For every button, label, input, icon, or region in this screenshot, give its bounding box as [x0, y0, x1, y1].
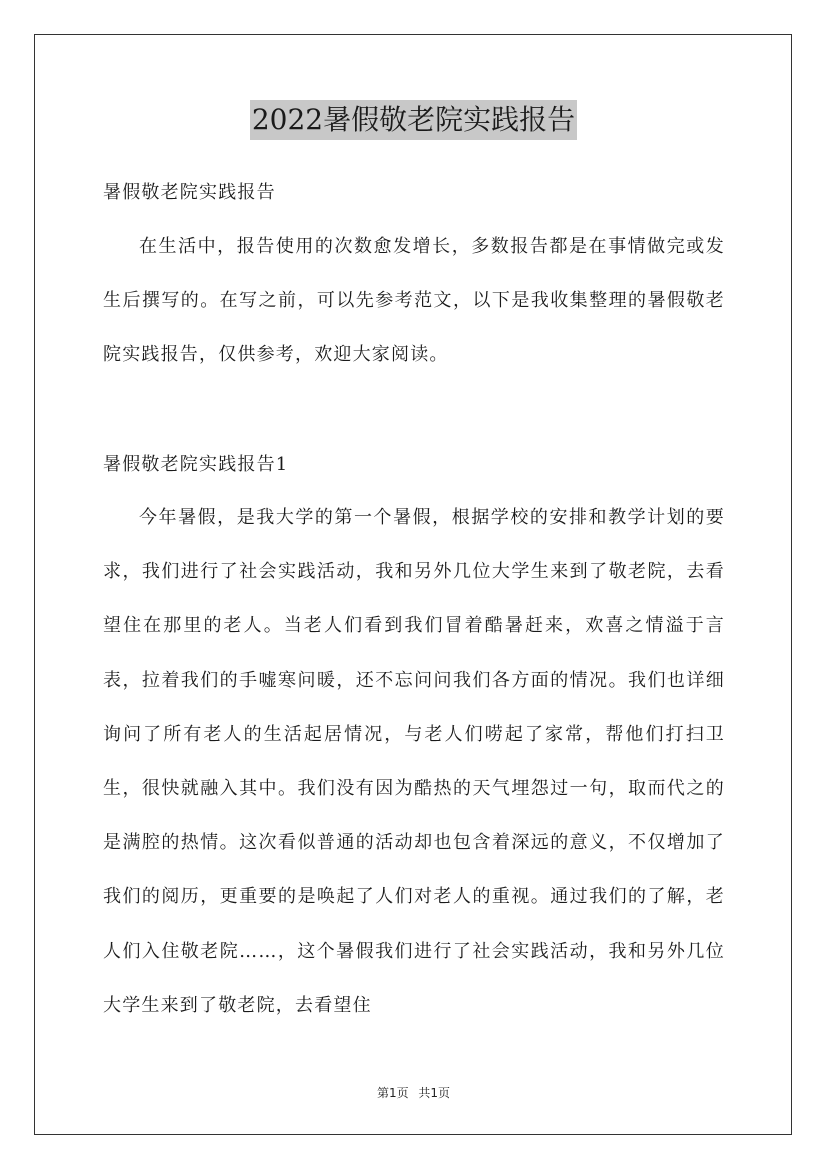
section-1-paragraph: 今年暑假，是我大学的第一个暑假，根据学校的安排和教学计划的要求，我们进行了社会实践活动，我和另外几位大学生来到了敬老院，去看望住在那里的老人。当老人们看到我们冒着酷暑赶来，欢喜之情溢于言表，拉着我们的手嘘寒问暖，还不忘问问我们各方面的情况。我们也详细询问了所有老人的生活起居情况，与老人们唠起了家常，帮他们打扫卫生，很快就融入其中。我们没有因为酷热的天气埋怨过一句，取而代之的是满腔的热情。这次看似普通的活动却也包含着深远的意义，不仅增加了我们的阅历，更重要的是唤起了人们对老人的重视。通过我们的了解，老人们入住敬老院……，这个暑假我们进行了社会实践活动，我和另外几位大学生来到了敬老院，去看望住: [103, 507, 725, 1016]
title-container: [0, 100, 827, 140]
section-1-heading: 暑假敬老院实践报告1: [103, 454, 289, 475]
intro-paragraph: 在生活中，报告使用的次数愈发增长，多数报告都是在事情做完或发生后撰写的。在写之前，可以先参考范文，以下是我收集整理的暑假敬老院实践报告，仅供参考，欢迎大家阅读。: [103, 236, 725, 366]
section-1-paragraph-container: [103, 491, 725, 1033]
page-total: 共1页: [418, 1086, 451, 1100]
intro-paragraph-container: [103, 220, 725, 383]
page-footer: [0, 1084, 827, 1101]
page-number: 第1页: [376, 1086, 409, 1100]
document-title: 2022暑假敬老院实践报告: [250, 100, 577, 140]
section-heading: 暑假敬老院实践报告: [103, 182, 276, 203]
